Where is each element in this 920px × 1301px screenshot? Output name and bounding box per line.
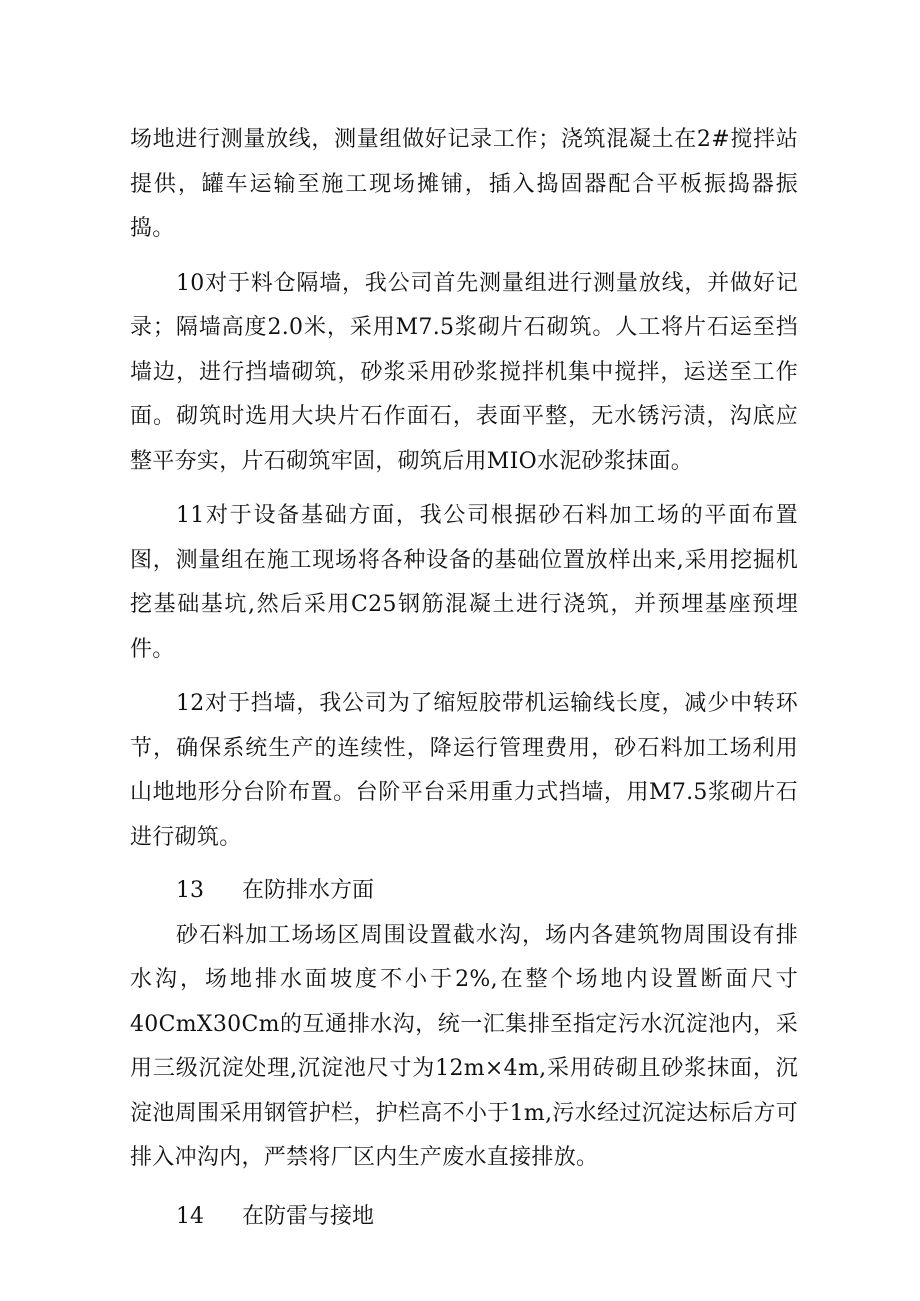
section-number: 13 [176, 878, 204, 903]
section-title: 在防雷与接地 [242, 1203, 375, 1229]
section-title: 在防排水方面 [242, 878, 375, 903]
paragraph-11: 11对于设备基础方面，我公司根据砂石料加工场的平面布置图，测量组在施工现场将各种设备的基础位置放样出来,采用挖掘机挖基础基坑,然后采用C25钢筋混凝土进行浇筑，并预埋基座预埋件。 [130, 503, 798, 662]
paragraph-10: 10对于料仓隔墙，我公司首先测量组进行测量放线，并做好记录；隔墙高度2.0米，采用M7.5浆砌片石砌筑。人工将片石运至挡墙边，进行挡墙砌筑，砂浆采用砂浆搅拌机集中搅拌，运送至工作面。砌筑时选用大块片石作面石，表面平整，无水锈污渍，沟底应整平夯实，片石砌筑牢固，砌筑后用MIO水泥砂浆抹面。 [130, 270, 798, 474]
document-page [130, 118, 798, 1239]
section-number: 14 [176, 1203, 204, 1229]
paragraph-1: 场地进行测量放线，测量组做好记录工作；浇筑混凝土在2#搅拌站提供，罐车运输至施工现场摊铺，插入捣固器配合平板振捣器振捣。 [130, 127, 798, 241]
paragraph-12: 12对于挡墙，我公司为了缩短胶带机运输线长度，减少中转环节，确保系统生产的连续性，降运行管理费用，砂石料加工场利用山地地形分台阶布置。台阶平台采用重力式挡墙，用M7.5浆砌片石进行砌筑。 [130, 691, 798, 850]
section-heading-13 [130, 869, 798, 914]
section-heading-14 [130, 1195, 798, 1240]
paragraph-drainage: 砂石料加工场场区周围设置截水沟，场内各建筑物周围设有排水沟，场地排水面坡度不小于2%,在整个场地内设置断面尺寸40CmX30Cm的互通排水沟，统一汇集排至指定污水沉淀池内，采用三级沉淀处理,沉淀池尺寸为12m×4m,采用砖砌且砂浆抹面，沉淀池周围采用钢管护栏，护栏高不小于1m,污水经过沉淀达标后方可排入冲沟内，严禁将厂区内生产废水直接排放。 [130, 922, 798, 1170]
